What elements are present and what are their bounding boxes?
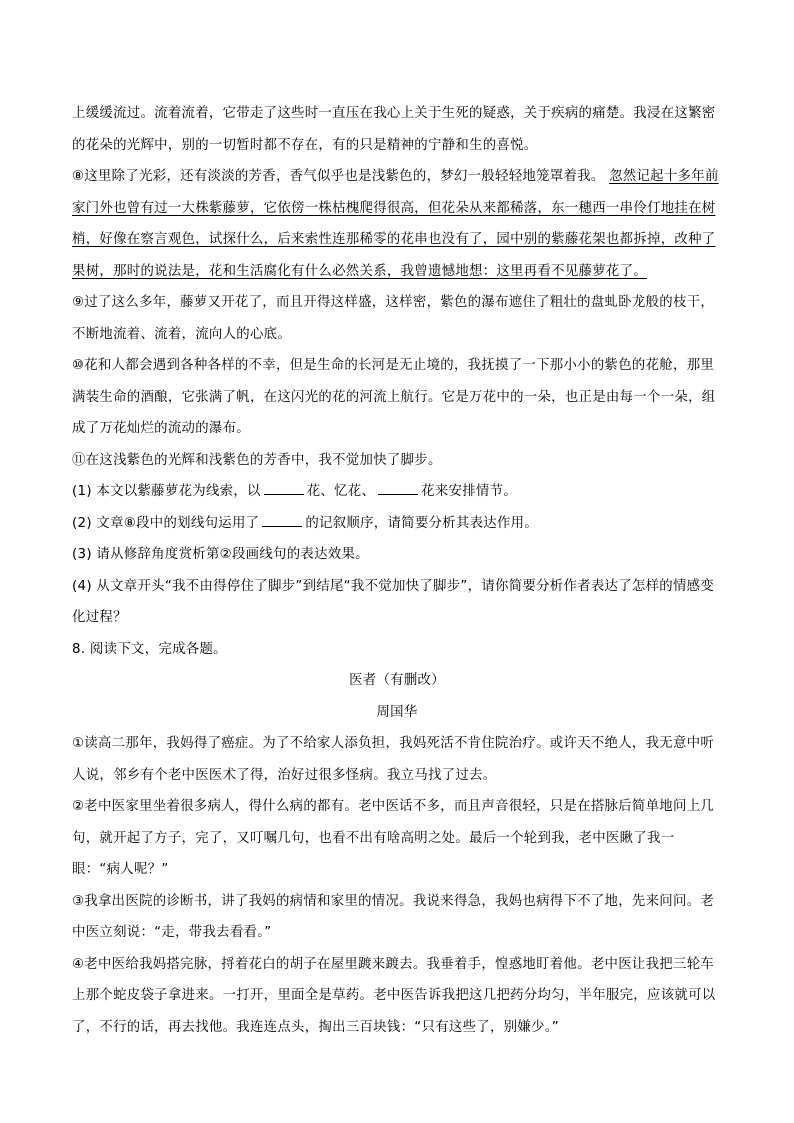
- question-3: (3) 请从修辞角度赏析第②段画线句的表达效果。: [72, 547, 369, 562]
- story-paragraph-1: ①读高二那年，我妈得了癌症。为了不给家人添负担，我妈死活不肯住院治疗。或许天不绝人，我无意中听人说，邻乡有个老中医医术了得，治好过很多怪病。我立马找了过去。: [72, 736, 715, 783]
- question-4: (4) 从文章开头“我不由得停住了脚步”到结尾“我不觉加快了脚步”，请你简要分析作者表达了怎样的情感变化过程？: [72, 578, 715, 625]
- paragraph-8: [72, 161, 722, 287]
- article-author: 周国华: [376, 704, 418, 720]
- story-paragraph-3: ③我拿出医院的诊断书，讲了我妈的病情和家里的情况。我说来得急，我妈也病得下不了地，先来问问。老中医立刻说：“走，带我去看看。”: [72, 893, 715, 940]
- story-paragraph-2: ②老中医家里坐着很多病人，得什么病的都有。老中医话不多，而且声音很轻，只是在搭脉后简单地问上几句，就开起了方子，完了，又叮嘱几句，也看不出有啥高明之处。最后一个轮到我，老中医瞅了我一眼：“病人呢？”: [72, 799, 715, 877]
- article-title: 医者（有删改）: [349, 673, 445, 688]
- answer-blank: [262, 514, 302, 527]
- question-8-heading: 8. 阅读下文，完成各题。: [72, 641, 227, 657]
- question-2-text-a: (2) 文章⑧段中的划线句运用了: [72, 515, 260, 531]
- question-1-text-c: 花来安排情节。: [421, 484, 518, 499]
- question-2: [72, 508, 722, 540]
- paragraph-8-underlined-sentence: 忽然记起十多年前家门外也曾有过一大株紫藤萝，它依傍一株枯槐爬得很高，但花朵从来都稀落，东一穗西一串伶仃地挂在树梢，好像在察言观色，试探什么，后来索性连那稀零的花串也没有了，园中别的紫藤花架也都拆掉，改种了果树，那时的说法是，花和生活腐化有什么必然关系，我曾遗憾地想：这里再看不见藤萝花了。: [72, 169, 719, 279]
- answer-blank: [264, 482, 304, 495]
- paragraph-8-lead: ⑧这里除了光彩，还有淡淡的芳香，香气似乎也是浅紫色的，梦幻一般轻轻地笼罩着我。: [72, 169, 605, 184]
- answer-blank: [378, 482, 418, 495]
- question-1: [72, 476, 722, 508]
- question-1-text-b: 花、忆花、: [306, 484, 376, 499]
- question-2-text-b: 的记叙顺序，请简要分析其表达作用。: [305, 515, 539, 531]
- story-paragraph-4: ④老中医给我妈搭完脉，捋着花白的胡子在屋里踱来踱去。我垂着手，惶惑地盯着他。老中医让我把三轮车上那个蛇皮袋子拿进来。一打开，里面全是草药。老中医告诉我把这几把药分均匀，半年服完，应该就可以了，不行的话，再去找他。我连连点头，掏出三百块钱：“只有这些了，别嫌少。”: [72, 956, 716, 1035]
- paragraph-11: ⑪在这浅紫色的光辉和浅紫色的芳香中，我不觉加快了脚步。: [72, 452, 442, 468]
- question-1-text-a: (1) 本文以紫藤萝花为线索，以: [72, 484, 261, 499]
- paragraph-continued: 上缓缓流过。流着流着，它带走了这些时一直压在我心上关于生死的疑惑，关于疾病的痛楚。我浸在这繁密的花朵的光辉中，别的一切暂时都不存在，有的只是精神的宁静和生的喜悦。: [72, 106, 716, 153]
- paragraph-9: ⑨过了这么多年，藤萝又开花了，而且开得这样盛，这样密，紫色的瀑布遮住了粗壮的盘虬卧龙般的枝干，不断地流着、流着，流向人的心底。: [72, 295, 715, 342]
- paragraph-10: ⑩花和人都会遇到各种各样的不幸，但是生命的长河是无止境的，我抚摸了一下那小小的紫色的花舱，那里满装生命的酒酿，它张满了帆，在这闪光的花的河流上航行。它是万花中的一朵，也正是由每一个一朵，组成了万花灿烂的流动的瀑布。: [72, 358, 716, 436]
- document-body: [72, 98, 722, 1043]
